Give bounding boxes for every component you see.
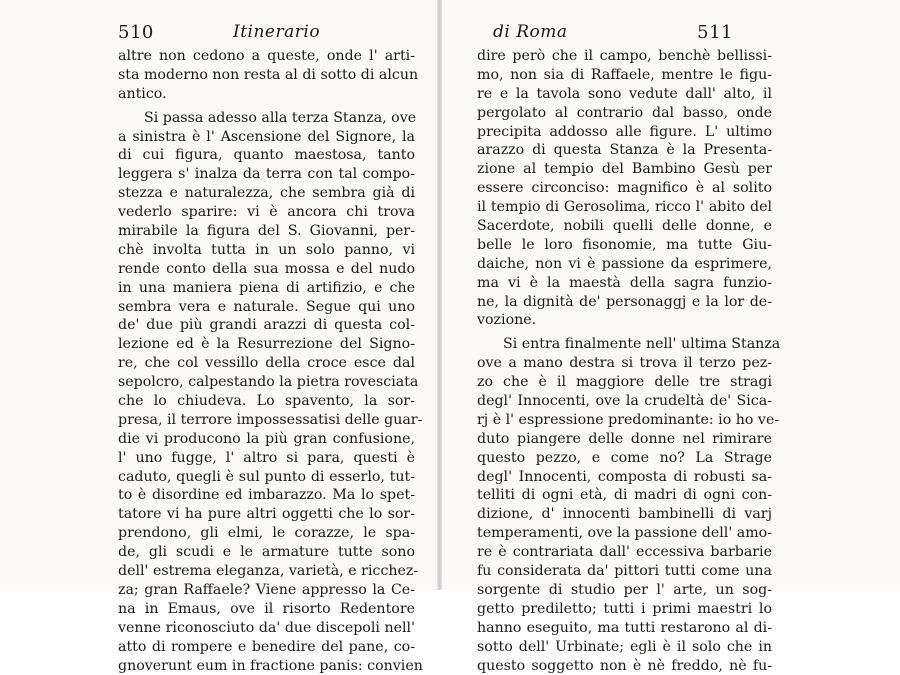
text-line: leggera s' inalza da terra con tal compo- bbox=[118, 165, 415, 184]
text-line: zo che è il maggiore delle tre stragi bbox=[477, 373, 772, 392]
text-line: sotto dell' Urbinate; egli è il solo che in bbox=[477, 638, 772, 657]
text-line: mo, non sia di Raffaele, mentre le figu- bbox=[477, 66, 772, 85]
text-line: caduto, quegli è sul punto di esserlo, tut- bbox=[118, 468, 415, 487]
text-line: gnoverunt eum in fractione panis: convien bbox=[118, 657, 415, 675]
text-line: degl' Innocenti, composta di robusti sa- bbox=[477, 468, 772, 487]
text-line: arazzo di questa Stanza è la Presenta- bbox=[477, 141, 772, 160]
text-line: to è disordine ed imbarazzo. Ma lo spet- bbox=[118, 486, 415, 505]
text-line: pergolato al contrario dal basso, onde bbox=[477, 104, 772, 123]
text-line: dell' estrema eleganza, varietà, e ricchez- bbox=[118, 562, 415, 581]
text-line: daiche, non vi è passione da esprimere, bbox=[477, 255, 772, 274]
text-line: venne riconosciuto da' due discepoli nell' bbox=[118, 619, 415, 638]
text-line: re e la tavola sono vedute dall' alto, il bbox=[477, 85, 772, 104]
text-line: Sacerdote, nobili quelli delle donne, e bbox=[477, 217, 772, 236]
left-page-text bbox=[118, 47, 415, 675]
text-line: ma vi è la maestà della sagra funzio- bbox=[477, 274, 772, 293]
right-page-text bbox=[477, 47, 772, 675]
text-line: stezza e naturalezza, che sembra già di bbox=[118, 184, 415, 203]
text-line: telliti di ogni età, di madri di ogni con- bbox=[477, 486, 772, 505]
text-line: temperamenti, ove la passione dell' amo- bbox=[477, 524, 772, 543]
text-line: il tempio di Gerosolima, ricco l' abito del bbox=[477, 198, 772, 217]
text-line: duto piangere delle donne nel rimirare bbox=[477, 430, 772, 449]
text-line: essere circonciso: magnifico è al solito bbox=[477, 179, 772, 198]
text-line: che lo chiudeva. Lo spavento, la sor- bbox=[118, 392, 415, 411]
left-page-number: 510 bbox=[118, 22, 154, 43]
text-line: antico. bbox=[118, 85, 415, 104]
text-line: de' due più grandi arazzi di questa col- bbox=[118, 316, 415, 335]
left-page-header bbox=[118, 22, 418, 48]
text-line: Si passa adesso alla terza Stanza, ove bbox=[118, 109, 415, 128]
text-line: a sinistra è l' Ascensione del Signore, la bbox=[118, 128, 415, 147]
text-line: lezione ed è la Resurrezione del Signo- bbox=[118, 335, 415, 354]
left-page bbox=[0, 0, 440, 590]
text-line: rj è l' espressione predominante: io ho ve- bbox=[477, 411, 772, 430]
text-line: zione al tempio del Bambino Gesù per bbox=[477, 160, 772, 179]
text-line: sorgente di studio per l' arte, un sog- bbox=[477, 581, 772, 600]
text-line: fu considerata da' pittori tutti come una bbox=[477, 562, 772, 581]
text-line: sepolcro, calpestando la pietra rovesciata bbox=[118, 373, 415, 392]
right-page-header bbox=[493, 22, 733, 48]
text-line: questo soggetto non è nè freddo, nè fu- bbox=[477, 657, 772, 675]
text-line: vederlo sparire: vi è ancora chi trova bbox=[118, 203, 415, 222]
text-line: belle le loro fisonomie, ma tutte Giu- bbox=[477, 236, 772, 255]
right-running-title: di Roma bbox=[493, 22, 568, 42]
text-line: precipita addosso alle figure. L' ultimo bbox=[477, 123, 772, 142]
text-line: sta moderno non resta al di sotto di alcun bbox=[118, 66, 415, 85]
text-line: re, che col vessillo della croce esce dal bbox=[118, 354, 415, 373]
text-line: in una maniera piena di artifizio, e che bbox=[118, 279, 415, 298]
text-line: chè involta tutta in un solo panno, vi bbox=[118, 241, 415, 260]
right-page-number: 511 bbox=[697, 22, 733, 43]
text-line: questo pezzo, e come no? La Strage bbox=[477, 449, 772, 468]
text-line: ove a mano destra si trova il terzo pez- bbox=[477, 354, 772, 373]
text-line: Si entra finalmente nell' ultima Stanza bbox=[477, 335, 772, 354]
right-page bbox=[441, 0, 900, 590]
text-line: re è contrariata dall' eccessiva barbarie bbox=[477, 543, 772, 562]
text-line: sembra vera e naturale. Segue qui uno bbox=[118, 298, 415, 317]
text-line: mirabile la figura del S. Giovanni, per- bbox=[118, 222, 415, 241]
text-line: de, gli scudi e le armature tutte sono bbox=[118, 543, 415, 562]
text-line: hanno eseguito, ma tutti restarono al di- bbox=[477, 619, 772, 638]
text-line: di cui figura, quanto maestosa, tanto bbox=[118, 146, 415, 165]
text-line: degl' Innocenti, ove la crudeltà de' Sica- bbox=[477, 392, 772, 411]
text-line: altre non cedono a queste, onde l' arti- bbox=[118, 47, 415, 66]
text-line: die vi producono la più gran confusione, bbox=[118, 430, 415, 449]
text-line: prendono, gli elmi, le corazze, le spa- bbox=[118, 524, 415, 543]
text-line: dire però che il campo, benchè bellissi- bbox=[477, 47, 772, 66]
text-line: na in Emaus, ove il risorto Redentore bbox=[118, 600, 415, 619]
text-line: rende conto della sua mossa e del nudo bbox=[118, 260, 415, 279]
text-line: ne, la dignità de' personaggj e la lor de- bbox=[477, 293, 772, 312]
text-line: presa, il terrore impossessatisi delle guar- bbox=[118, 411, 415, 430]
text-line: dizione, d' innocenti bambinelli di varj bbox=[477, 505, 772, 524]
text-line: atto di rompere e benedire del pane, co- bbox=[118, 638, 415, 657]
left-running-title: Itinerario bbox=[233, 22, 320, 42]
text-line: l' uno fugge, l' altro si para, questi è bbox=[118, 449, 415, 468]
text-line: getto prediletto; tutti i primi maestri lo bbox=[477, 600, 772, 619]
text-line: za; gran Raffaele? Viene appresso la Ce- bbox=[118, 581, 415, 600]
text-line: vozione. bbox=[477, 311, 772, 330]
text-line: tatore vi ha pure altri oggetti che lo sor- bbox=[118, 505, 415, 524]
